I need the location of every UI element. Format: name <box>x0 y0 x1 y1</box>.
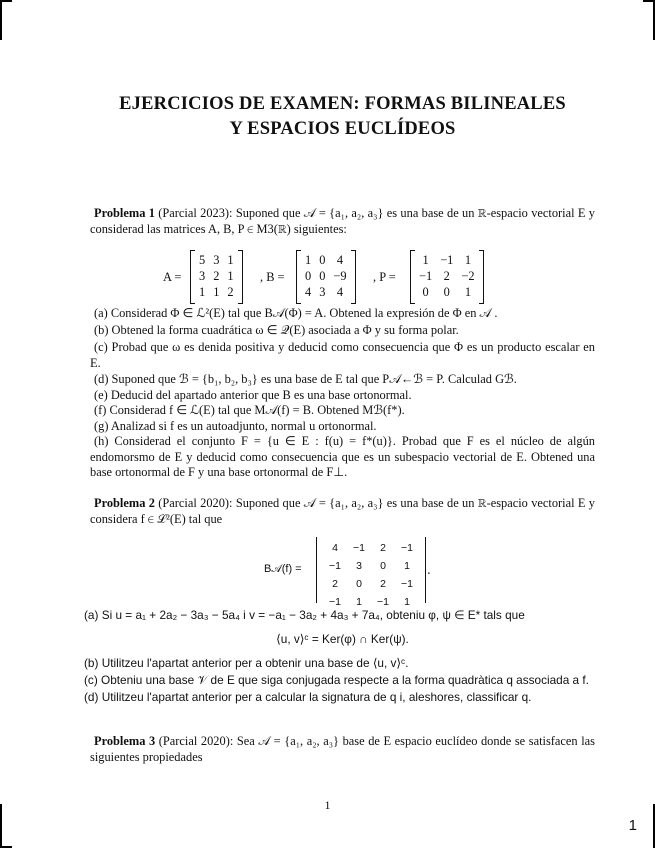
document-title <box>90 92 595 142</box>
problem1-item-b: (b) Obtened la forma cuadrática ω ∈ 𝒬(E) asociada a Φ y su forma polar. <box>94 323 459 337</box>
problem1-matrices <box>90 250 595 308</box>
problem1-item-h: (h) Considerad el conjunto F = {u ∈ E : f(u) = f*(u)}. Probad que F es el núcleo de algún endomorsmo de E y deducid como consecuencia que es un subespacio vectorial de E. Obtened una base ortonormal de F y una base ortonormal de F⊥. <box>90 434 595 480</box>
matrix-a: 5 3 1 3 2 1 1 1 2 <box>190 250 243 304</box>
problem2-matrix-label: B𝒜(f) = <box>264 563 302 575</box>
matrix-p-label: , P = <box>373 270 396 284</box>
matrix-b: 1 0 4 0 0 −9 4 3 4 <box>296 250 356 304</box>
problem2-matrix: 4 −1 2 −1 −1 3 0 1 2 0 2 −1 −1 1 −1 1 <box>316 537 426 603</box>
problem1-label: Problema 1 <box>94 206 155 220</box>
problem2-matrix-end: . <box>427 563 431 577</box>
matrix-a-label: A = <box>163 270 182 284</box>
matrix-p: 1 −1 1 −1 2 −2 0 0 1 <box>410 250 484 304</box>
problem2-intro <box>90 496 595 527</box>
problem2-item-d: (d) Utilitzeu l'apartat anterior per a calcular la signatura de q i, aleshores, classificar q. <box>84 690 532 704</box>
viewer-page-indicator: 1 <box>628 817 637 834</box>
crop-mark <box>0 0 2 40</box>
problem1-item-g: (g) Analizad si f es un autoadjunto, normal u ortonormal. <box>94 419 377 433</box>
problem1-item-f: (f) Considerad f ∈ ℒ(E) tal que M𝒜(f) = B. Obtened Mℬ(f*). <box>94 403 405 417</box>
problem1-intro <box>90 206 595 237</box>
problem3-label: Problema 3 <box>94 734 156 748</box>
problem1-text: (Parcial 2023): Suponed que 𝒜 = {a₁, a₂, a₃} es una base de un ℝ-espacio vectorial E y considerad las matrices A, B, P ∈ M3(ℝ) siguientes: <box>90 206 595 236</box>
matrix-b-label: , B = <box>260 270 285 284</box>
problem2-text: (Parcial 2020): Suponed que 𝒜 = {a₁, a₂, a₃} es una base de un ℝ-espacio vectorial E y considera f ∈ ℒ²(E) tal que <box>90 496 595 526</box>
problem2-item-c: (c) Obteniu una base 𝒱 de E que siga conjugada respecte a la forma quadràtica q associada a f. <box>84 673 589 687</box>
problem1-item-c: (c) Probad que ω es denida positiva y deducid como consecuencia que Φ es un producto escalar en E. <box>90 340 595 370</box>
problem3-text: (Parcial 2020): Sea 𝒜 = {a₁, a₂, a₃} base de E espacio euclídeo donde se satisfacen las siguientes propiedades <box>90 734 595 764</box>
title-line-1: EJERCICIOS DE EXAMEN: FORMAS BILINEALES <box>119 94 566 114</box>
problem2-item-b: (b) Utilitzeu l'apartat anterior per a obtenir una base de ⟨u, v⟩ᶜ. <box>84 656 409 670</box>
problem1-item-d: (d) Suponed que ℬ = {b₁, b₂, b₃} es una base de E tal que P𝒜←ℬ = P. Calculad Gℬ. <box>94 372 517 386</box>
crop-mark <box>0 0 12 2</box>
title-line-2: Y ESPACIOS EUCLÍDEOS <box>229 119 456 139</box>
problem2-label: Problema 2 <box>94 496 155 510</box>
problem1-item-a: (a) Considerad Φ ∈ ℒ²(E) tal que B𝒜(Φ) = A. Obtened la expresión de Φ en 𝒜 . <box>94 306 498 320</box>
problem2-item-a: (a) Si u = a₁ + 2a₂ − 3a₃ − 5a₄ i v = −a₁ − 3a₂ + 4a₃ + 7a₄, obteniu φ, ψ ∈ E* tals que <box>84 608 525 622</box>
crop-mark <box>643 0 655 2</box>
problem2-item-a-eq: ⟨u, v⟩ᶜ = Ker(φ) ∩ Ker(ψ). <box>276 632 409 646</box>
problem3-intro <box>90 734 595 765</box>
problem1-item-e: (e) Deducid del apartado anterior que B es una base ortonormal. <box>94 388 412 402</box>
page-number: 1 <box>324 798 331 812</box>
